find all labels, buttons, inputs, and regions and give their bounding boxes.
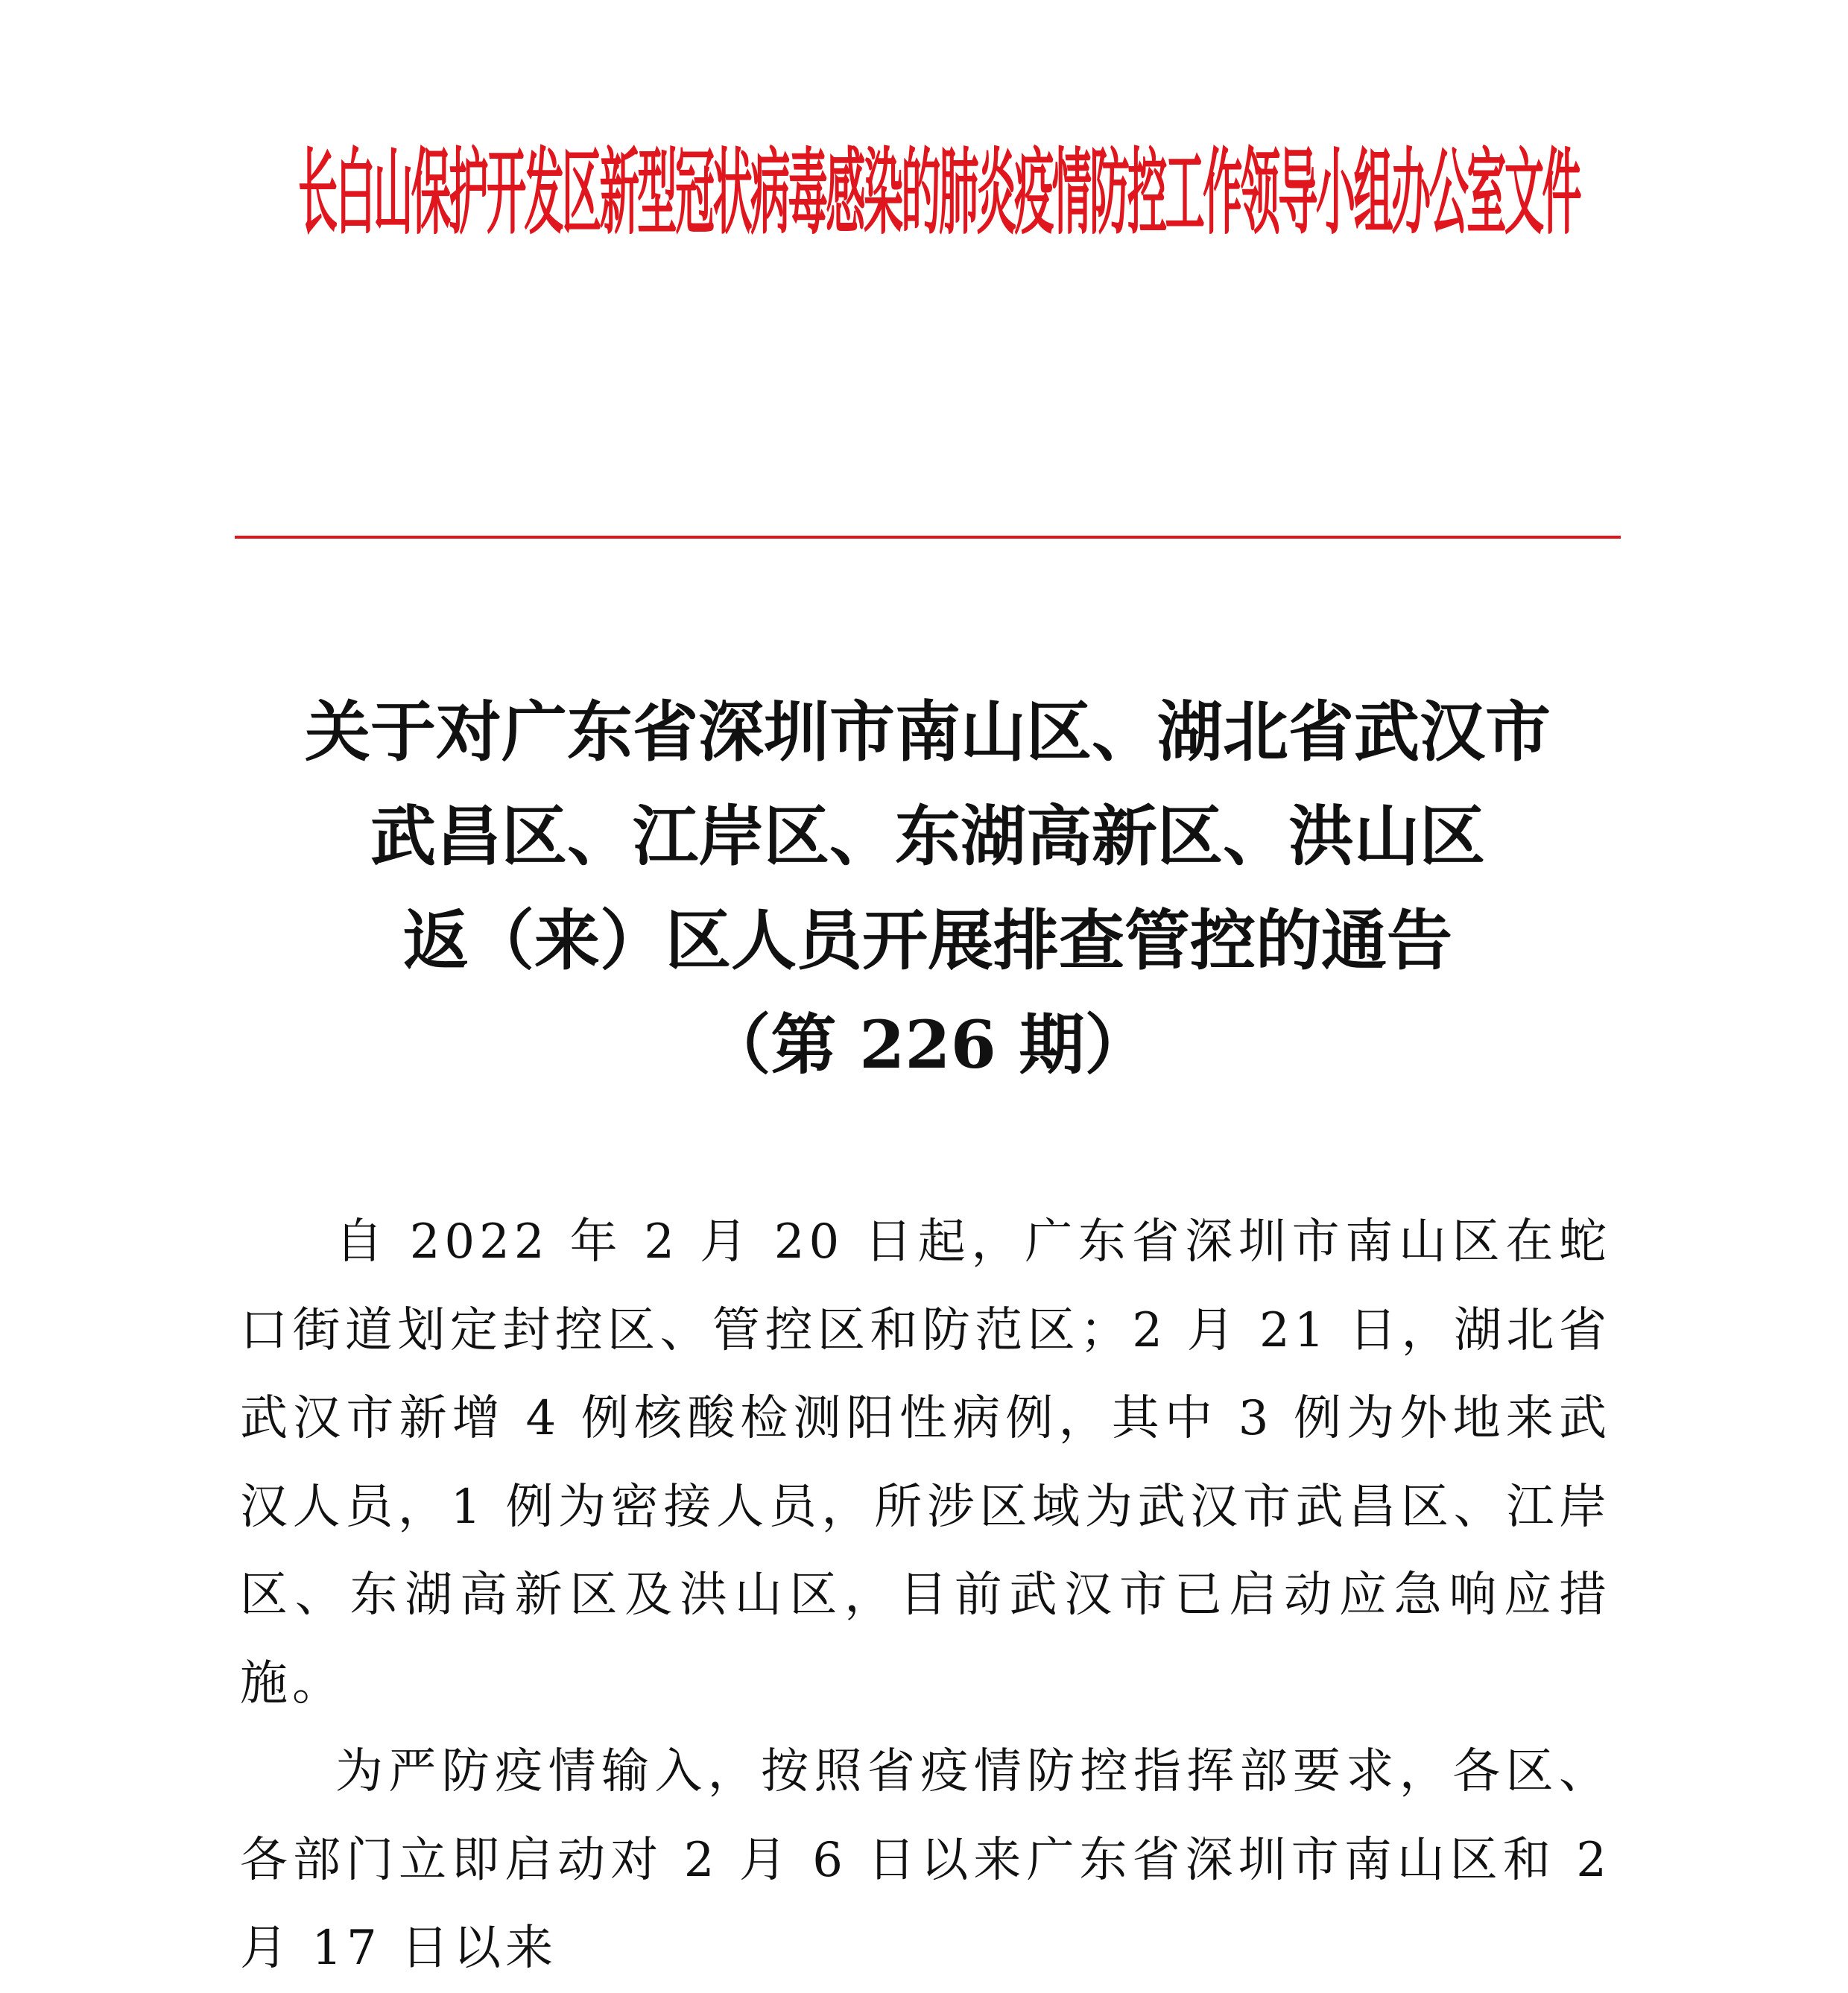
notice-issue-number: （第 226 期） [705,1006,1151,1083]
issuing-office-title: 长白山保护开发区新型冠状病毒感染的肺炎疫情防控工作领导小组办公室文件 [298,138,1580,248]
red-divider-line [235,536,1621,539]
body-paragraph-2: 为严防疫情输入，按照省疫情防控指挥部要求，各区、各部门立即启动对 2 月 6 日以来广东省深圳市南山区和 2 月 17 日以来 [240,1744,1611,1976]
notice-title-line-3: 返（来）区人员开展排查管控的通告 [402,902,1452,979]
body-paragraph-1: 自 2022 年 2 月 20 日起，广东省深圳市南山区在蛇口街道划定封控区、管控区和防范区；2 月 21 日，湖北省武汉市新增 4 例核酸检测阳性病例，其中 3 例为外地来武汉人员，1 例为密接人员，所涉区域为武汉市武昌区、江岸区、东湖高新区及洪山区，目前武汉市已启动应急响应措施。 [240,1214,1611,1711]
notice-body [240,1198,1611,1993]
notice-title-line-2: 武昌区、江岸区、东湖高新区、洪山区 [370,797,1485,875]
notice-title [224,679,1632,1097]
notice-title-line-1: 关于对广东省深圳市南山区、湖北省武汉市 [304,693,1551,770]
